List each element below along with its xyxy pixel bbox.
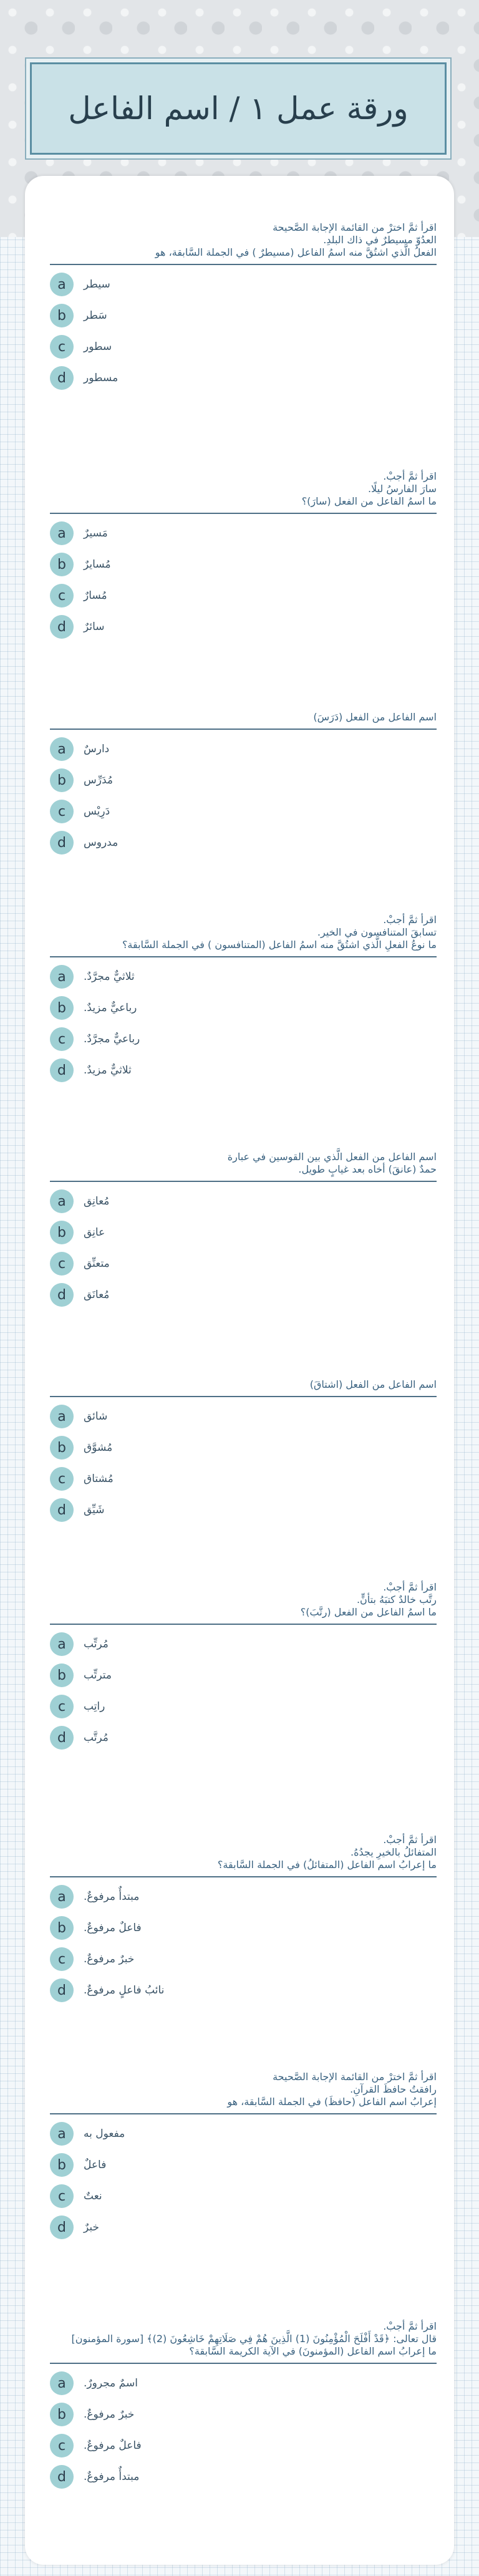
option-text: مسطور: [84, 372, 119, 384]
answer-option-a[interactable]: [50, 2122, 437, 2146]
prompt-line: إعرابُ اسم الفاعل (حافظَ) في الجملة السَّابقة، هو: [227, 2096, 437, 2108]
option-text: فاعلٌ مرفوعٌ.: [84, 1922, 142, 1934]
question-6: [50, 1378, 437, 1529]
option-letter-badge: c: [50, 584, 74, 608]
question-10: [50, 2320, 437, 2496]
question-prompt: [50, 470, 437, 514]
option-text: متعنِّق: [84, 1257, 110, 1270]
answer-option-a[interactable]: [50, 1405, 437, 1428]
question-1: [50, 221, 437, 397]
option-letter-badge: d: [50, 1498, 74, 1522]
option-letter-badge: d: [50, 2465, 74, 2489]
option-text: نعتٌ: [84, 2190, 102, 2202]
option-text: فاعلٌ مرفوعٌ.: [84, 2439, 142, 2452]
option-letter-badge: b: [50, 1221, 74, 1244]
option-text: شَيِّق: [84, 1504, 105, 1516]
option-letter-badge: b: [50, 768, 74, 792]
option-text: مترتِّب: [84, 1669, 112, 1682]
worksheet-title: ورقة عمل ١ / اسم الفاعل: [68, 90, 409, 127]
option-letter-badge: c: [50, 335, 74, 359]
option-letter-badge: c: [50, 1947, 74, 1971]
answer-option-c[interactable]: [50, 2434, 437, 2457]
prompt-line: اقرأ ثمَّ اخترْ من القائمة الإجابة الصَّحيحة: [273, 221, 437, 233]
question-prompt: [50, 221, 437, 265]
question-8: [50, 1834, 437, 2010]
option-letter-badge: d: [50, 1726, 74, 1750]
prompt-line: الفعلُ الَّذي اشتُقَّ منه اسمُ الفاعل (مسيطرٌ ) في الجملة السَّابقة، هو: [155, 246, 437, 258]
option-text: مُرتِّب: [84, 1638, 109, 1650]
prompt-line: اقرأ ثمَّ أجبْ.: [383, 2320, 437, 2332]
option-text: عانِق: [84, 1226, 105, 1239]
answer-option-a[interactable]: [50, 965, 437, 989]
prompt-line: ما نوعُ الفعلِ الَّذي اشتُقَّ منه اسمُ الفاعل (المتنافسون ) في الجملة السَّابقة؟: [122, 939, 437, 951]
prompt-line: اقرأ ثمَّ أجبْ.: [383, 914, 437, 926]
option-text: نائبُ فاعلٍ مرفوعٌ.: [84, 1984, 165, 1997]
option-text: مدروس: [84, 836, 119, 849]
question-5: [50, 1151, 437, 1314]
option-text: مُدَرِّس: [84, 774, 113, 787]
option-text: شائق: [84, 1410, 108, 1423]
option-text: خبرٌ: [84, 2221, 100, 2234]
question-prompt: [50, 711, 437, 730]
prompt-line: اقرأ ثمَّ اخترْ من القائمة الإجابة الصَّحيحة: [273, 2071, 437, 2083]
option-text: فاعلٌ: [84, 2159, 107, 2171]
answer-option-b[interactable]: [50, 1436, 437, 1460]
prompt-line: المتفائلُ بالخيرِ يجدُهُ.: [351, 1846, 437, 1858]
answer-option-b[interactable]: [50, 1221, 437, 1244]
option-text: مُسايرٌ: [84, 558, 111, 571]
answer-option-d[interactable]: [50, 1726, 437, 1750]
prompt-line: اقرأ ثمَّ أجبْ.: [383, 470, 437, 482]
question-prompt: [50, 2320, 437, 2364]
prompt-line: العدُوّ مسيطرٌ في ذاك البلدِ.: [323, 234, 437, 246]
answer-option-b[interactable]: [50, 1663, 437, 1687]
prompt-line: ما اسمُ الفاعل من الفعل (رتَّبَ)؟: [300, 1606, 437, 1618]
prompt-line: رتَّب خالدٌ كتبَهُ بتأنٍّ.: [356, 1594, 437, 1605]
answer-option-c[interactable]: [50, 1947, 437, 1971]
question-prompt: [50, 1151, 437, 1182]
answer-option-d[interactable]: [50, 1283, 437, 1307]
option-text: راتِب: [84, 1700, 105, 1713]
option-text: ثلاثيٌّ مزيدٌ.: [84, 1064, 132, 1077]
answer-option-d[interactable]: [50, 1058, 437, 1082]
option-letter-badge: d: [50, 366, 74, 390]
answer-option-b[interactable]: [50, 304, 437, 327]
question-prompt: [50, 2071, 437, 2114]
option-letter-badge: a: [50, 1189, 74, 1213]
option-letter-badge: d: [50, 1978, 74, 2002]
option-letter-badge: b: [50, 1436, 74, 1460]
option-text: دارسٌ: [84, 743, 110, 755]
answer-option-a[interactable]: [50, 2371, 437, 2395]
answer-option-b[interactable]: [50, 1916, 437, 1940]
prompt-line: اقرأ ثمَّ أجبْ.: [383, 1581, 437, 1593]
answer-option-a[interactable]: [50, 1632, 437, 1656]
option-letter-badge: b: [50, 2153, 74, 2177]
prompt-line: رافقتُ حافظَ القرآنِ.: [350, 2083, 437, 2095]
option-letter-badge: c: [50, 1252, 74, 1276]
option-letter-badge: a: [50, 273, 74, 296]
prompt-line: سارَ الفارسُ ليلًا.: [367, 483, 437, 495]
option-text: مبتدأٌ مرفوعٌ.: [84, 2471, 140, 2483]
option-text: سَطر: [84, 309, 107, 322]
title-banner: [30, 62, 447, 155]
option-letter-badge: b: [50, 996, 74, 1020]
answer-option-c[interactable]: [50, 1695, 437, 1718]
option-text: مُرتَّب: [84, 1731, 109, 1744]
question-3: [50, 711, 437, 862]
answer-option-d[interactable]: [50, 615, 437, 639]
option-letter-badge: d: [50, 1283, 74, 1307]
option-letter-badge: a: [50, 2371, 74, 2395]
option-text: ثلاثيٌّ مجرَّدٌ.: [84, 971, 135, 983]
answer-option-a[interactable]: [50, 1885, 437, 1909]
answer-option-a[interactable]: [50, 273, 437, 296]
question-7: [50, 1581, 437, 1757]
question-prompt: [50, 1581, 437, 1625]
option-letter-badge: b: [50, 2403, 74, 2426]
question-4: [50, 914, 437, 1090]
answer-option-d[interactable]: [50, 2465, 437, 2489]
option-text: مَسيرٌ: [84, 527, 108, 540]
answer-option-b[interactable]: [50, 2153, 437, 2177]
option-letter-badge: a: [50, 521, 74, 545]
answer-option-c[interactable]: [50, 2184, 437, 2208]
answer-option-c[interactable]: [50, 1027, 437, 1051]
option-text: خبرٌ مرفوعٌ.: [84, 1953, 135, 1965]
prompt-line: ما اسمُ الفاعل من الفعل (سارَ)؟: [301, 495, 437, 507]
option-letter-badge: d: [50, 831, 74, 855]
answer-option-d[interactable]: [50, 831, 437, 855]
option-letter-badge: c: [50, 1467, 74, 1491]
option-letter-badge: a: [50, 1885, 74, 1909]
option-text: سيطر: [84, 278, 110, 291]
option-letter-badge: a: [50, 2122, 74, 2146]
answer-option-b[interactable]: [50, 2403, 437, 2426]
option-letter-badge: c: [50, 1695, 74, 1718]
option-text: مفعول به: [84, 2128, 125, 2140]
option-text: سائرٌ: [84, 621, 105, 633]
answer-option-c[interactable]: [50, 1467, 437, 1491]
prompt-line: حمدٌ (عانقَ) أخاه بعد غيابٍ طويل.: [298, 1163, 437, 1175]
answer-option-c[interactable]: [50, 335, 437, 359]
option-text: دَرِيْس: [84, 805, 110, 818]
question-prompt: [50, 1834, 437, 1877]
answer-option-a[interactable]: [50, 737, 437, 761]
option-letter-badge: d: [50, 1058, 74, 1082]
answer-option-b[interactable]: [50, 768, 437, 792]
option-letter-badge: a: [50, 965, 74, 989]
option-letter-badge: c: [50, 1027, 74, 1051]
prompt-line: ما إعرابُ اسم الفاعل (المتفائلُ) في الجملة السَّابقة؟: [217, 1859, 437, 1871]
prompt-line: قال تعالى: ﴿قَدْ أَفْلَحَ الْمُؤْمِنُونَ (1) الَّذِينَ هُمْ فِي صَلَاتِهِمْ خَاشِعُونَ (2)﴾ [سورة المؤمنون]: [71, 2333, 437, 2345]
answer-option-c[interactable]: [50, 800, 437, 823]
option-letter-badge: b: [50, 553, 74, 576]
answer-option-a[interactable]: [50, 1189, 437, 1213]
option-text: رباعيٌّ مزيدٌ.: [84, 1002, 137, 1014]
option-text: خبرٌ مرفوعٌ.: [84, 2408, 135, 2421]
option-letter-badge: d: [50, 2215, 74, 2239]
question-9: [50, 2071, 437, 2247]
answer-option-c[interactable]: [50, 1252, 437, 1276]
option-letter-badge: b: [50, 1663, 74, 1687]
answer-option-d[interactable]: [50, 2215, 437, 2239]
prompt-line: اقرأ ثمَّ أجبْ.: [383, 1834, 437, 1846]
option-text: مُشوَّق: [84, 1441, 113, 1454]
option-text: رباعيٌّ مجرَّدٌ.: [84, 1033, 140, 1045]
prompt-line: اسم الفاعل من الفعل (اشتاقَ): [309, 1378, 437, 1390]
answer-option-b[interactable]: [50, 996, 437, 1020]
option-text: مُشتاق: [84, 1473, 114, 1485]
option-letter-badge: b: [50, 1916, 74, 1940]
prompt-line: اسم الفاعل من الفعل (دَرَسَ): [313, 711, 437, 723]
option-letter-badge: c: [50, 2184, 74, 2208]
option-text: سطور: [84, 341, 112, 353]
option-letter-badge: c: [50, 800, 74, 823]
question-prompt: [50, 914, 437, 957]
option-text: مبتدأٌ مرفوعٌ.: [84, 1891, 140, 1903]
answer-option-c[interactable]: [50, 584, 437, 608]
option-text: مُسارٌ: [84, 589, 107, 602]
option-text: مُعانَق: [84, 1289, 110, 1301]
option-letter-badge: b: [50, 304, 74, 327]
option-letter-badge: c: [50, 2434, 74, 2457]
answer-option-d[interactable]: [50, 1498, 437, 1522]
prompt-line: تسابقَ المتنافسون في الخير.: [317, 926, 437, 938]
option-letter-badge: a: [50, 1405, 74, 1428]
prompt-line: ما إعرابُ اسم الفاعل (المؤمنونَ) في الآية الكريمة السَّابقة؟: [189, 2345, 437, 2357]
option-letter-badge: d: [50, 615, 74, 639]
answer-option-a[interactable]: [50, 521, 437, 545]
question-prompt: [50, 1378, 437, 1397]
answer-option-b[interactable]: [50, 553, 437, 576]
answer-option-d[interactable]: [50, 366, 437, 390]
option-text: مُعانِق: [84, 1195, 110, 1208]
question-2: [50, 470, 437, 646]
option-text: اسمٌ مجرورٌ.: [84, 2377, 138, 2390]
prompt-line: اسم الفاعل من الفعل الَّذي بين القوسين في عبارة: [227, 1151, 437, 1163]
option-letter-badge: a: [50, 1632, 74, 1656]
answer-option-d[interactable]: [50, 1978, 437, 2002]
option-letter-badge: a: [50, 737, 74, 761]
